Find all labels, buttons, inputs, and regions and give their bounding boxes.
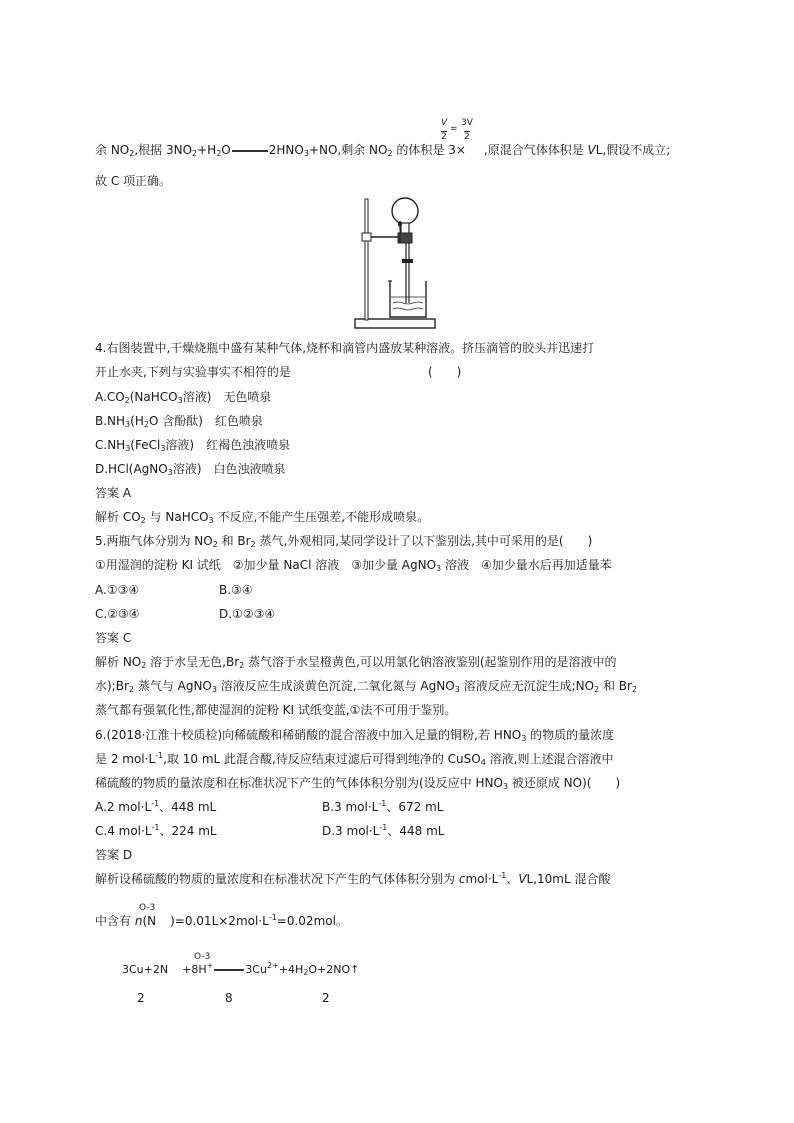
round-flask	[392, 198, 418, 224]
intro-line-2: 故 C 项正确。	[95, 174, 172, 188]
q6-option-a: A.2 $mol\cdot L^{-1}$、448 mL	[95, 799, 217, 814]
q5-analysis-line-2: 水)$;Br_2$ 蒸气与 AgNO$_3$ 溶液反应生成淡黄色沉淀,二氧化氮与 AgNO$_3$ 溶液反应无沉淀生成$;NO_2$ 和 $Br_2$	[95, 679, 638, 694]
q4-analysis: 解析 $CO_2$ 与 NaHCO$_3$ 不反应,不能产生压强差,不能形成喷泉。	[95, 510, 430, 525]
ionic-equation-equals-sign	[214, 969, 244, 971]
q6-stem-line-1: 6.(2018·江淮十校质检)向稀硫酸和稀硝酸的混合溶液中加入足量的铜粉,若 $HNO_3$ 的物质的量浓度	[95, 728, 615, 743]
q5-stem: 5.两瓶气体分别为 $NO_2$ 和 $Br_2$ 蒸气,外观相同,某同学设计了以下鉴别法,其中可采用的是( )	[95, 534, 593, 549]
q4-stem-line-1: 4.右图装置中,干燥烧瓶中盛有某种气体,烧杯和滴管内盛放某种溶液。挤压滴管的胶头并迅速打	[95, 341, 595, 355]
q6-stem-line-3: 稀硫酸的物质的量浓度和在标准状况下产生的气体体积分别为(设反应中 $HNO_3$ 被还原成 NO)( )	[95, 776, 621, 791]
fountain-apparatus-figure	[350, 195, 440, 331]
q4-option-b: $B.NH_3(H_2O$ 含酚酞) 红色喷泉	[95, 414, 263, 429]
q4-answer-paren: ( )	[428, 365, 462, 379]
coefficient-h-plus: 8	[225, 991, 233, 1005]
q6-option-c: C.4 $mol\cdot L^{-1}$、224 mL	[95, 823, 217, 838]
q5-option-b: B.③④	[219, 583, 253, 597]
fraction-3v-over-2-numerator: 3V	[461, 118, 473, 128]
intro-line-1: 余 $NO_2$,根据 $3NO_2+H_2O$ $2HNO_3+NO$,剩余 $NO_2$ 的体积是 3× ,原混合气体体积是 VL,假设不成立;	[95, 143, 671, 158]
q6-analysis-line-1: 解析设稀硫酸的物质的量浓度和在标准状况下产生的气体体积分别为 $cmol\cdot L^{-1}$、VL,10mL 混合酸	[95, 871, 611, 886]
q4-option-d: D.HCl(AgNO$_3$溶液) 白色浊液喷泉	[95, 462, 286, 477]
coefficient-cu: 2	[137, 991, 145, 1005]
q4-stem-line-2: 开止水夹,下列与实验事实不相符的是	[95, 365, 291, 379]
q4-option-a: $A.CO_2(NaHCO_3$溶液) 无色喷泉	[95, 390, 272, 405]
q5-answer: 答案 C	[95, 631, 132, 645]
q6-ionic-equation: 3Cu+2N +8H+ $3Cu^{2+}+4H_2O+2NO↑$	[122, 961, 360, 977]
nitrate-ion-label-1: O-3	[139, 903, 156, 913]
q4-answer: 答案 A	[95, 486, 132, 500]
nitrate-ion-label-2: O-3	[194, 952, 211, 962]
stand-rod	[365, 199, 368, 320]
q6-answer: 答案 D	[95, 848, 133, 862]
q5-option-a: A.①③④	[95, 583, 140, 597]
q5-methods: ①用湿润的淀粉 KI 试纸 ②加少量 NaCl 溶液 ③加少量 AgNO$_3$ 溶液 ④加少量水后再加适量苯	[95, 558, 612, 573]
fraction-v-over-2-numerator: V	[441, 118, 448, 128]
coefficient-no: 2	[322, 991, 330, 1005]
q5-analysis-line-1: 解析 $NO_2$ 溶于水呈无色$,Br_2$ 蒸气溶于水呈橙黄色,可以用氯化钠溶液鉴别(起鉴别作用的是溶液中的	[95, 655, 617, 670]
q5-option-c: C.②③④	[95, 607, 140, 621]
fraction-v-over-2-denominator: 2	[441, 132, 447, 142]
q5-option-d: D.①②③④	[219, 607, 276, 621]
q6-analysis-line-2: 中含有 n(N )$=0.01L\times 2mol\cdot L^{-1}=0.02mol$。	[95, 913, 348, 928]
equation-equals-sign	[232, 150, 268, 152]
q4-option-c: $C.NH_3(FeCl_3$溶液) 红褐色浊液喷泉	[95, 438, 291, 453]
q6-option-d: D.3 $mol\cdot L^{-1}$、448 mL	[322, 823, 445, 838]
water-clip	[402, 259, 413, 263]
q5-analysis-line-3: 蒸气都有强氧化性,都使湿润的淀粉 KI 试纸变蓝,①法不可用于鉴别。	[95, 703, 457, 717]
q6-option-b: B.3 $mol\cdot L^{-1}$、672 mL	[322, 799, 444, 814]
beaker	[390, 281, 426, 317]
q6-stem-line-2: 是 2 $mol\cdot L^{-1}$,取 10 mL 此混合酸,待反应结束过滤后可得到纯净的 CuSO$_4$ 溶液,则上述混合溶液中	[95, 751, 614, 767]
fraction-equals: =	[450, 124, 458, 134]
fraction-3v-over-2-denominator: 2	[464, 132, 470, 142]
